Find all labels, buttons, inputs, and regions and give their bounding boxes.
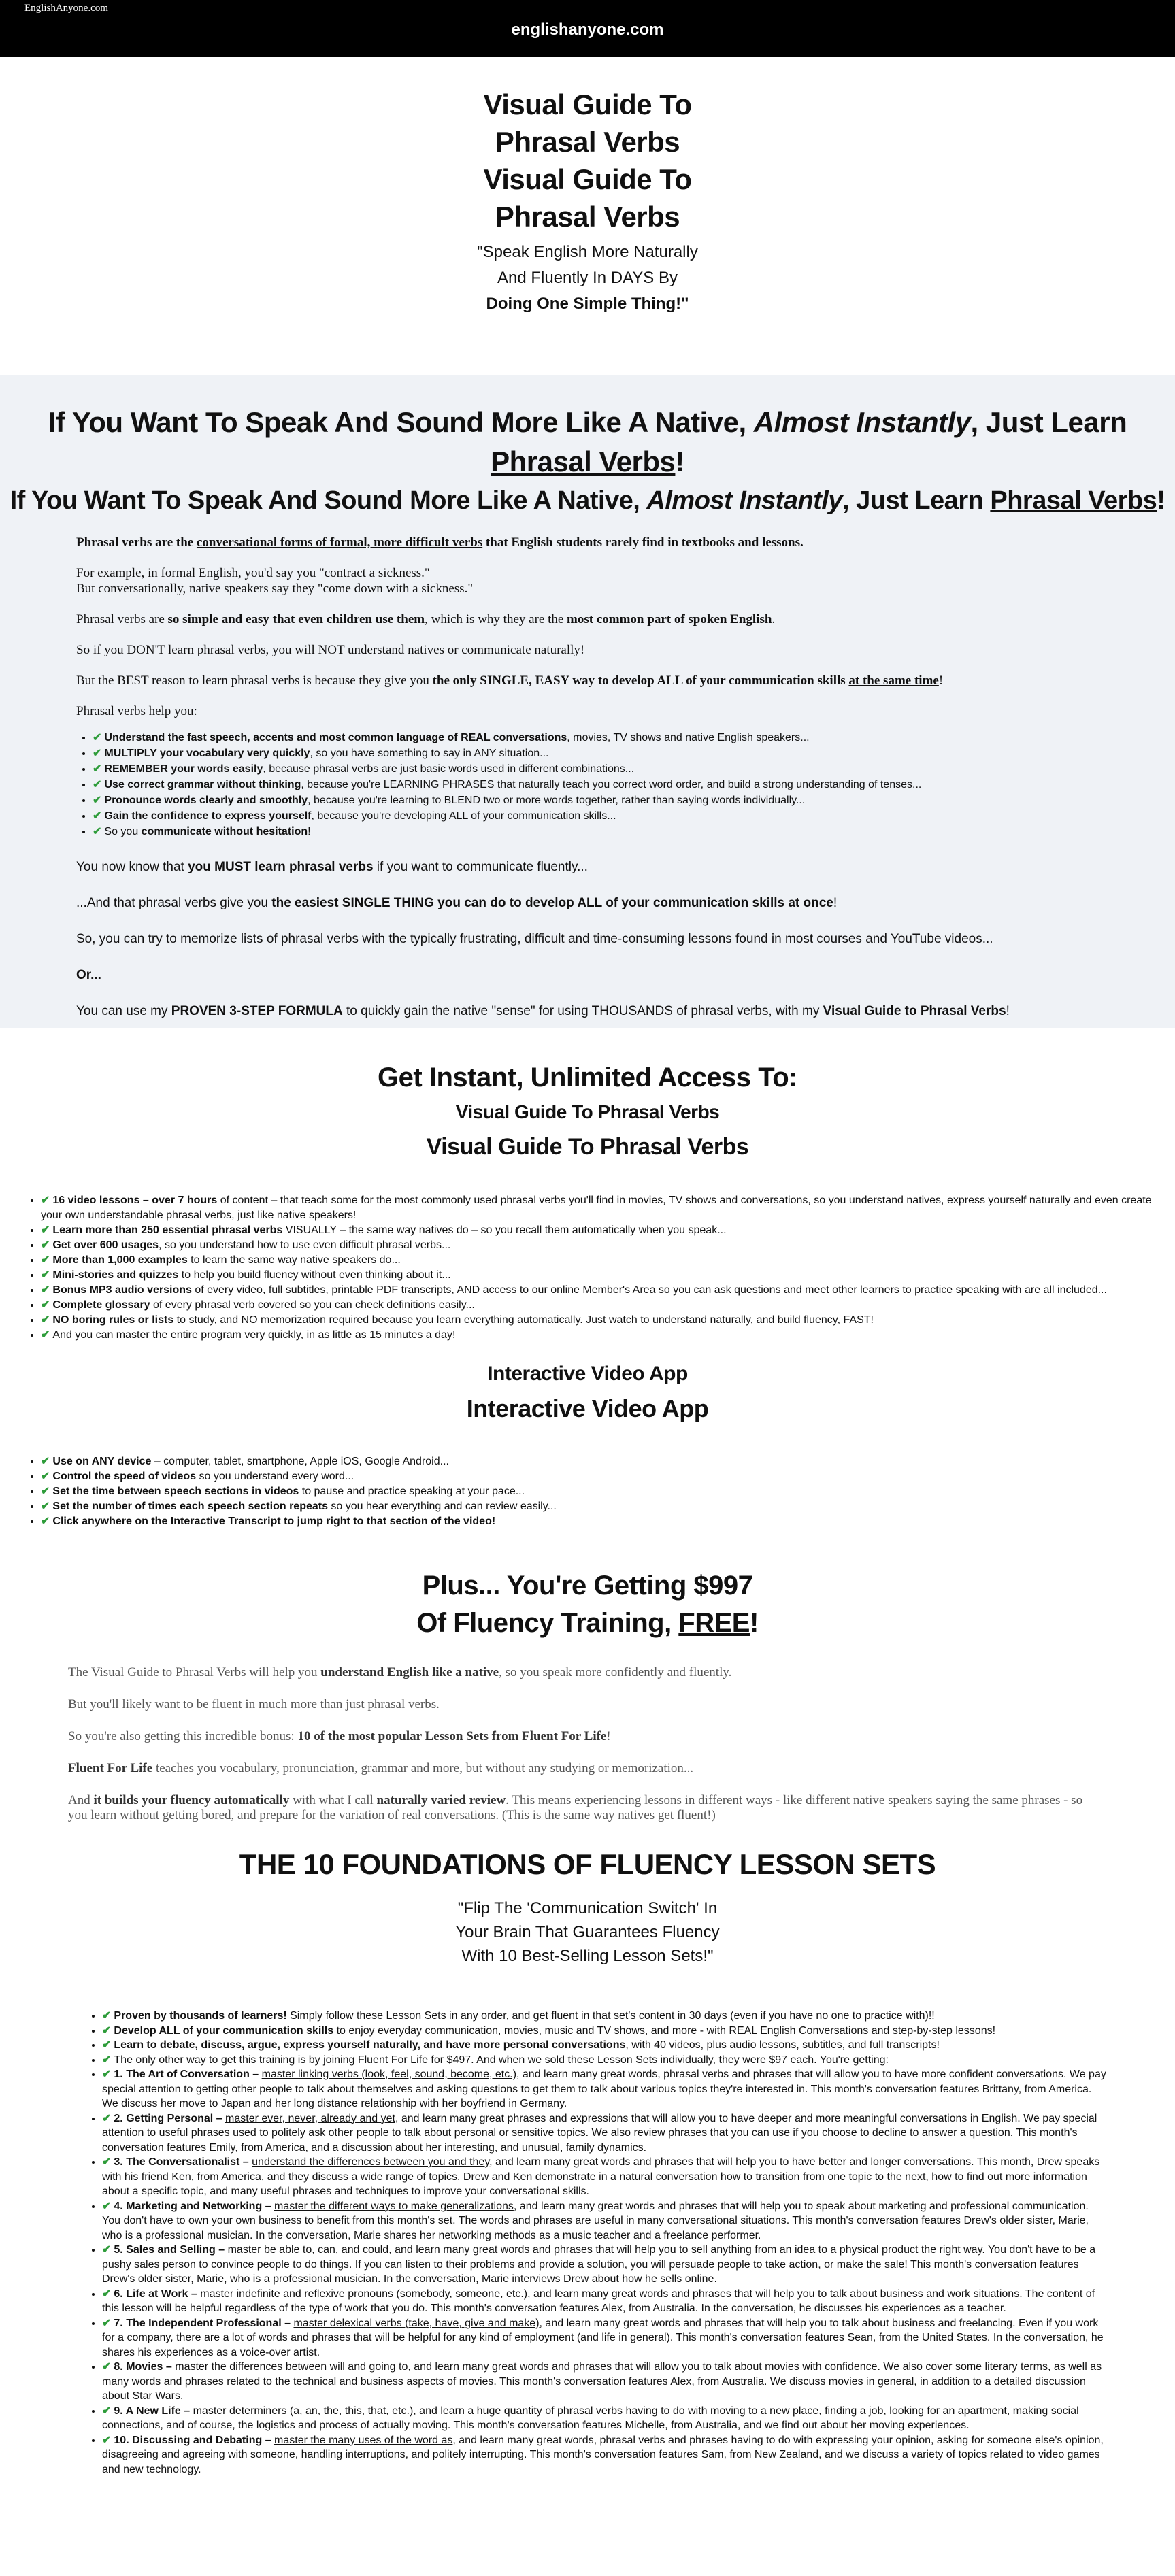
lesson-sets-list — [102, 2009, 1109, 2477]
checkmark-icon: ✔ — [41, 1284, 50, 1296]
hero-quote — [0, 239, 1175, 317]
list-item — [41, 1328, 1157, 1343]
item-link[interactable]: master indefinite and reflexive pronouns (somebody, someone, etc.) — [200, 2288, 528, 2300]
item-bold: Get over 600 usages — [52, 1239, 159, 1251]
item-text: , and learn many great words and phrases that will help you to sell anything from an idea to a physical product the right way. You don't have to be a pushy sales person to convince people to do things. If you can listen to their problems and provide a solution, you will persuade people to take action, or make the sale! This month's conversation features Drew's older sister, Marie, who is a professional musician. In the conversation, Marie interviews Drew about how he sells online. — [102, 2244, 1096, 2285]
item-bold: 6. Life at Work – — [114, 2288, 201, 2300]
item-bold: Learn more than 250 essential phrasal verbs — [52, 1224, 283, 1236]
item-link[interactable]: master the many uses of the word as — [274, 2434, 453, 2446]
checkmark-icon: ✔ — [41, 1471, 50, 1482]
list-item — [102, 2404, 1109, 2433]
access-subheadline-2: Visual Guide To Phrasal Verbs — [426, 1134, 749, 1160]
list-item — [102, 2024, 1109, 2039]
intro-underline: conversational forms of formal, more difficult verbs — [196, 535, 483, 550]
item-text: to help you build fluency without even thinking about it... — [178, 1269, 451, 1281]
checkmark-icon: ✔ — [41, 1486, 50, 1497]
item-bold: 3. The Conversationalist – — [114, 2156, 252, 2168]
list-item — [41, 1514, 1175, 1529]
headline-text: If You Want To Speak And Sound More Like A Native, — [10, 486, 647, 515]
item-text: , and learn many great words and phrases that will help you to speak about marketing and professional communication. You don't have to own your own business to benefit from this month's set. The words and phrases are useful in many conversational situations. This month's conversation features Drew's older sister, Marie, who is a professional musician. In the conversation, Marie shares her networking methods as a music teacher and a freelance performer. — [102, 2200, 1089, 2241]
checkmark-icon: ✔ — [93, 748, 102, 759]
checkmark-icon: ✔ — [102, 2405, 112, 2417]
item-text: , and learn many great words, phrasal verbs and phrases having to do with expressing your opinion, asking for someone else's opinion, disagreeing and agreeing with someone, handling interruptions, and politely interrupting. This month's conversation features Sam, from New Zealand, and we discuss a variety of topics related to video games and new technology. — [102, 2434, 1104, 2475]
item-text: , so you have something to say in ANY situation... — [310, 748, 549, 759]
hero-quote-line: "Speak English More Naturally — [477, 243, 698, 261]
item-text: , because you're LEARNING PHRASES that naturally teach you correct word order, and build a strong understanding of tenses... — [301, 779, 922, 790]
headline-text: , Just Learn — [842, 486, 991, 515]
item-text: , movies, TV shows and native English speakers... — [567, 732, 810, 743]
bonus-paragraph: And it builds your fluency automatically with what I call naturally varied review. This means experiencing lessons in different ways - like different native speakers saying the same phrases - so you learn without getting bored, and prepare for the variation of real conversations. (This is the same way natives get fluent!) — [68, 1793, 1083, 1822]
item-text: , and learn many great words and phrases that will help you to talk about business and work situations. The content of this lesson will be helpful regardless of the type of work that you do. This month's conversation features Alex, from Australia. In the conversation, he discusses his experiences as a teacher. — [102, 2288, 1095, 2314]
checkmark-icon: ✔ — [102, 2434, 112, 2446]
bonus-paragraph: But you'll likely want to be fluent in much more than just phrasal verbs. — [68, 1697, 440, 1711]
item-bold: Understand the fast speech, accents and most common language of REAL conversations — [104, 732, 567, 743]
item-bold: Learn to debate, discuss, argue, express yourself naturally, and have more personal conversations — [114, 2039, 626, 2051]
native-conclusion — [76, 859, 1097, 1020]
bonus-paragraph: The Visual Guide to Phrasal Verbs will help you understand English like a native, so you speak more confidently and fluently. — [68, 1665, 732, 1679]
foundations-section — [0, 1845, 1175, 1968]
checkmark-icon: ✔ — [41, 1329, 50, 1341]
headline-italic: Almost Instantly — [646, 486, 843, 515]
headline-text: ! — [675, 446, 684, 478]
or-paragraph: Or... — [76, 968, 101, 982]
access-section — [0, 1028, 1175, 1529]
item-text: of content – that teach some for the most commonly used phrasal verbs you'll find in movies, TV shows and conversations, so you understand natives, express yourself naturally and even create your own understandable phrasal verbs, just like native speakers! — [41, 1194, 1152, 1221]
checkmark-icon: ✔ — [102, 2361, 112, 2373]
item-bold: 9. A New Life – — [114, 2405, 193, 2417]
native-intro — [76, 535, 1097, 719]
plus-headline: Plus... You're Getting $997 — [422, 1571, 753, 1601]
item-link[interactable]: master be able to, can, and could — [227, 2244, 389, 2256]
list-item — [93, 761, 1175, 777]
item-text: , and learn a huge quantity of phrasal verbs having to do with moving to a new place, finding a job, looking for an apartment, making social connections, and of course, the logistics and process of actually moving. This month's conversation features Michelle, from Australia, and we find out about her moving experiences. — [102, 2405, 1079, 2431]
checkmark-icon: ✔ — [41, 1224, 50, 1236]
item-link[interactable]: master determiners (a, an, the, this, that, etc.) — [193, 2405, 414, 2417]
item-bold: 4. Marketing and Networking – — [114, 2200, 275, 2212]
item-bold: Develop ALL of your communication skills — [114, 2024, 334, 2037]
item-bold: 2. Getting Personal – — [114, 2112, 226, 2124]
checkmark-icon: ✔ — [102, 2069, 112, 2080]
list-item — [93, 792, 1175, 808]
intro-paragraph: Phrasal verbs are the conversational forms of formal, more difficult verbs that English students rarely find in textbooks and lessons. — [76, 535, 804, 550]
example-paragraph: For example, in formal English, you'd say you "contract a sickness." But conversationally, native speakers say they "come down with a sickness." — [76, 566, 474, 596]
checkmark-icon: ✔ — [102, 2288, 112, 2300]
native-headline — [0, 403, 1175, 482]
checkmark-icon: ✔ — [102, 2054, 112, 2066]
item-bold: 1. The Art of Conversation – — [114, 2069, 262, 2080]
item-bold: Gain the confidence to express yourself — [104, 810, 312, 822]
app-feature-list — [41, 1454, 1175, 1529]
list-item — [102, 2360, 1109, 2404]
item-text: of every video, full subtitles, printable PDF transcripts, AND access to our online Member's Area so you can ask questions and meet other learners to practice speaking with are all included... — [191, 1284, 1107, 1296]
checkmark-icon: ✔ — [41, 1501, 50, 1512]
item-text: , and learn many great words and phrases that will help you to talk about business and freelancing. Even if you work for a company, there are a lot of words and phrases that will be helpful for any kind of employment (and life in general). This month's conversation features Sean, from the United States. In the conversation, he shares his experiences as a voice-over artist. — [102, 2317, 1104, 2358]
conclusion-paragraph: ...And that phrasal verbs give you the easiest SINGLE THING you can do to develop ALL of your communication skills at once! — [76, 896, 838, 910]
list-item — [93, 824, 1175, 839]
item-bold: Complete glossary — [52, 1299, 150, 1311]
checkmark-icon: ✔ — [41, 1254, 50, 1266]
item-bold: 10. Discussing and Debating – — [114, 2434, 275, 2446]
headline-italic: Almost Instantly — [753, 406, 971, 438]
foundations-subtitle-line: Your Brain That Guarantees Fluency — [455, 1923, 720, 1941]
bonus-description — [68, 1665, 1095, 1823]
item-text: , and learn many great words, phrasal verbs and phrases that will allow you to have more confident conversations. We pay special attention to getting other people to talk about themselves and asking questions to get them to talk about various topics they're interested in. This month's conversation features Brittany, from America. We discuss her move to Japan and her long distance relationship with her boyfriend in Germany. — [102, 2069, 1106, 2109]
list-item — [102, 2111, 1109, 2156]
plus-headline-2: Of Fluency Training, FREE! — [416, 1608, 759, 1638]
list-item — [41, 1238, 1157, 1253]
checkmark-icon: ✔ — [93, 826, 102, 837]
list-item — [41, 1268, 1157, 1283]
item-text: – computer, tablet, smartphone, Apple iOS, Google Android... — [151, 1456, 449, 1467]
item-text: The only other way to get this training is by joining Fluent For Life for $497. And when we sold these Lesson Sets individually, they were $97 each. You're getting: — [114, 2054, 889, 2066]
bonus-paragraph: Fluent For Life teaches you vocabulary, pronunciation, grammar and more, but without any studying or memorization... — [68, 1761, 694, 1775]
checkmark-icon: ✔ — [41, 1516, 50, 1527]
list-item — [41, 1484, 1175, 1499]
checkmark-icon: ✔ — [93, 810, 102, 822]
item-text: And you can master the entire program very quickly, in as little as 15 minutes a day! — [52, 1329, 456, 1341]
item-bold: 16 video lessons – over 7 hours — [52, 1194, 218, 1206]
app-heading-2: Interactive Video App — [466, 1394, 709, 1422]
item-bold: Bonus MP3 audio versions — [52, 1284, 192, 1296]
hero-title-line: Visual Guide To — [483, 88, 692, 120]
checkmark-icon: ✔ — [102, 2200, 112, 2212]
conclusion-paragraph: So, you can try to memorize lists of phrasal verbs with the typically frustrating, difficult and time-consuming lessons found in most courses and YouTube videos... — [76, 932, 993, 946]
access-subheadline: Visual Guide To Phrasal Verbs — [455, 1101, 720, 1122]
site-name-small[interactable]: EnglishAnyone.com — [24, 3, 108, 14]
bonus-link[interactable]: 10 of the most popular Lesson Sets from Fluent For Life — [297, 1729, 607, 1743]
item-bold: Set the time between speech sections in videos — [52, 1486, 299, 1497]
item-bold: Proven by thousands of learners! — [114, 2010, 287, 2022]
item-text: , and learn many great words and phrases that will allow you to talk about movies with confidence. We also cover some literary terms, as well as many words and phrases related to the technical and business aspects of movies. This month's conversation features Alex, from Australia. We discuss movies in general, in addition to a detailed discussion about Star Wars. — [102, 2361, 1102, 2402]
list-item — [102, 2009, 1109, 2024]
item-link[interactable]: understand the differences between you and they — [252, 2156, 490, 2168]
help-you-paragraph: Phrasal verbs help you: — [76, 704, 197, 718]
item-link[interactable]: master the differences between will and going to — [175, 2361, 408, 2373]
hero-section — [0, 57, 1175, 375]
conclusion-paragraph: You now know that you MUST learn phrasal verbs if you want to communicate fluently... — [76, 860, 588, 874]
best-reason-paragraph: But the BEST reason to learn phrasal verbs is because they give you the only SINGLE, EASY way to develop ALL of your communication skills at the same time! — [76, 673, 944, 688]
item-text: VISUALLY – the same way natives do – so you recall them automatically when you speak... — [282, 1224, 727, 1236]
headline-link[interactable]: Phrasal Verbs — [491, 446, 676, 478]
checkmark-icon: ✔ — [41, 1194, 50, 1206]
item-text: So you — [104, 826, 142, 837]
hero-title-line: Visual Guide To — [483, 163, 692, 195]
item-bold: Set the number of times each speech section repeats — [52, 1501, 328, 1512]
hero-quote-line: Doing One Simple Thing!" — [486, 295, 689, 313]
list-item — [41, 1253, 1157, 1268]
headline-text: , Just Learn — [970, 406, 1127, 438]
fluent-for-life-link[interactable]: Fluent For Life — [68, 1761, 153, 1775]
item-bold: 8. Movies – — [114, 2361, 176, 2373]
list-item — [41, 1283, 1157, 1298]
headline-text: If You Want To Speak And Sound More Like A Native, — [48, 406, 754, 438]
list-item — [102, 2433, 1109, 2477]
free-link[interactable]: FREE — [678, 1608, 750, 1638]
item-bold: 7. The Independent Professional – — [114, 2317, 294, 2329]
item-bold: Click anywhere on the Interactive Transcript to jump right to that section of the video! — [52, 1516, 496, 1527]
item-text: , so you understand how to use even difficult phrasal verbs... — [159, 1239, 451, 1251]
checkmark-icon: ✔ — [93, 779, 102, 790]
item-text: so you hear everything and can review easily... — [327, 1501, 557, 1512]
item-text: , with 40 videos, plus audio lessons, subtitles, and full transcripts! — [625, 2039, 940, 2051]
app-heading — [0, 1358, 1175, 1427]
list-item — [102, 2155, 1109, 2199]
checkmark-icon: ✔ — [41, 1269, 50, 1281]
checkmark-icon: ✔ — [102, 2039, 112, 2051]
list-item — [41, 1313, 1157, 1328]
item-bold: 5. Sales and Selling – — [114, 2244, 228, 2256]
foundations-subtitle-line: With 10 Best-Selling Lesson Sets!" — [461, 1947, 714, 1965]
item-bold: Mini-stories and quizzes — [52, 1269, 179, 1281]
item-bold: More than 1,000 examples — [52, 1254, 188, 1266]
checkmark-icon: ✔ — [41, 1456, 50, 1467]
dont-learn-paragraph: So if you DON'T learn phrasal verbs, you will NOT understand natives or communicate naturally! — [76, 643, 585, 657]
list-item — [93, 746, 1175, 761]
item-bold: communicate without hesitation — [141, 826, 308, 837]
native-section — [0, 375, 1175, 1028]
item-bold: MULTIPLY your vocabulary very quickly — [104, 748, 310, 759]
item-bold: NO boring rules or lists — [52, 1314, 174, 1326]
item-text: Simply follow these Lesson Sets in any order, and get fluent in that set's content in 30 days (even if you have no one to practice with)!! — [286, 2010, 935, 2022]
item-link[interactable]: master delexical verbs (take, have, give and make) — [293, 2317, 540, 2329]
item-text: to learn the same way native speakers do... — [187, 1254, 401, 1266]
checkmark-icon: ✔ — [93, 763, 102, 775]
headline-link[interactable]: Phrasal Verbs — [990, 486, 1157, 515]
list-item — [102, 2053, 1109, 2068]
access-list — [41, 1193, 1157, 1343]
plus-section — [0, 1567, 1175, 1642]
item-text: , because phrasal verbs are just basic words used in different combinations... — [263, 763, 635, 775]
item-text: to study, and NO memorization required because you learn everything automatically. Just watch to understand naturally, and build fluency, FAST! — [173, 1314, 874, 1326]
site-name-center[interactable]: englishanyone.com — [511, 20, 664, 39]
item-link[interactable]: master ever, never, already and yet — [225, 2112, 395, 2124]
list-item — [102, 2316, 1109, 2360]
item-text: , because you're learning to BLEND two or more words together, rather than saying words individually... — [308, 794, 806, 806]
access-headline: Get Instant, Unlimited Access To: — [378, 1063, 797, 1092]
checkmark-icon: ✔ — [102, 2024, 112, 2037]
foundations-subtitle — [0, 1896, 1175, 1968]
list-item — [41, 1193, 1157, 1223]
item-bold: Control the speed of videos — [52, 1471, 197, 1482]
bonus-paragraph: So you're also getting this incredible bonus: 10 of the most popular Lesson Sets from Fluent For Life! — [68, 1729, 611, 1743]
list-item — [93, 808, 1175, 824]
item-text: , because you're developing ALL of your communication skills... — [311, 810, 616, 822]
list-item — [41, 1223, 1157, 1238]
checkmark-icon: ✔ — [102, 2317, 112, 2329]
list-item — [41, 1499, 1175, 1514]
checkmark-icon: ✔ — [93, 794, 102, 806]
app-heading-1: Interactive Video App — [487, 1362, 688, 1385]
list-item — [102, 2287, 1109, 2316]
item-text: so you understand every word... — [196, 1471, 354, 1482]
hero-title-line: Phrasal Verbs — [495, 126, 680, 158]
item-bold: Use on ANY device — [52, 1456, 152, 1467]
list-item — [41, 1298, 1157, 1313]
item-text: , and learn many great phrases and expressions that will allow you to have deeper and more meaningful conversations in English. We pay special attention to useful phrases used to politely ask other people to talk about personal or sensitive topics. We also review phrases that you can use if you choose to decline to answer a question. This month's conversation features Emily, from America, and a discussion about her interesting, and unusual, family dynamics. — [102, 2112, 1097, 2154]
checkmark-icon: ✔ — [102, 2112, 112, 2124]
easy-paragraph: Phrasal verbs are so simple and easy that even children use them, which is why they are the most common part of spoken English. — [76, 612, 776, 626]
hero-quote-line: And Fluently In DAYS By — [497, 269, 678, 287]
list-item — [102, 2199, 1109, 2243]
list-item — [41, 1469, 1175, 1484]
helps-list — [93, 730, 1175, 839]
checkmark-icon: ✔ — [93, 732, 102, 743]
item-bold: REMEMBER your words easily — [104, 763, 263, 775]
list-item — [93, 730, 1175, 746]
item-text: to pause and practice speaking at your pace... — [299, 1486, 525, 1497]
conclusion-paragraph: You can use my PROVEN 3-STEP FORMULA to quickly gain the native "sense" for using THOUSANDS of phrasal verbs, with my Visual Guide to Phrasal Verbs! — [76, 1004, 1010, 1018]
checkmark-icon: ✔ — [102, 2010, 112, 2022]
foundations-subtitle-line: "Flip The 'Communication Switch' In — [457, 1899, 718, 1918]
list-item — [41, 1454, 1175, 1469]
item-text: , and learn many great words and phrases that will help you to have better and longer conversations. This month, Drew speaks with his friend Ken, from America, and they discuss a wide range of topics. Drew and Ken demonstrate in a natural conversation how to transition from one topic to the next, how to find out more information about a specific topic, and many useful phrases and techniques to improve your conversational skills. — [102, 2156, 1100, 2197]
item-link[interactable]: master linking verbs (look, feel, sound, become, etc.) — [261, 2069, 517, 2080]
checkmark-icon: ✔ — [41, 1299, 50, 1311]
item-bold: Pronounce words clearly and smoothly — [104, 794, 308, 806]
item-text: to enjoy everyday communication, movies, music and TV shows, and more - with REAL English Conversations and step-by-step lessons! — [333, 2024, 996, 2037]
item-text: ! — [308, 826, 311, 837]
list-item — [102, 2038, 1109, 2053]
item-link[interactable]: master the different ways to make generalizations — [274, 2200, 514, 2212]
item-bold: Use correct grammar without thinking — [104, 779, 301, 790]
foundations-title: THE 10 FOUNDATIONS OF FLUENCY LESSON SETS — [239, 1848, 936, 1880]
headline-text: ! — [1157, 486, 1165, 515]
checkmark-icon: ✔ — [102, 2244, 112, 2256]
native-headline-2 — [0, 482, 1175, 520]
checkmark-icon: ✔ — [102, 2156, 112, 2168]
hero-title-line: Phrasal Verbs — [495, 201, 680, 233]
checkmark-icon: ✔ — [41, 1239, 50, 1251]
list-item — [102, 2243, 1109, 2287]
item-text: of every phrasal verb covered so you can check definitions easily... — [150, 1299, 475, 1311]
list-item — [93, 777, 1175, 792]
list-item — [102, 2067, 1109, 2111]
checkmark-icon: ✔ — [41, 1314, 50, 1326]
top-bar — [0, 0, 1175, 57]
